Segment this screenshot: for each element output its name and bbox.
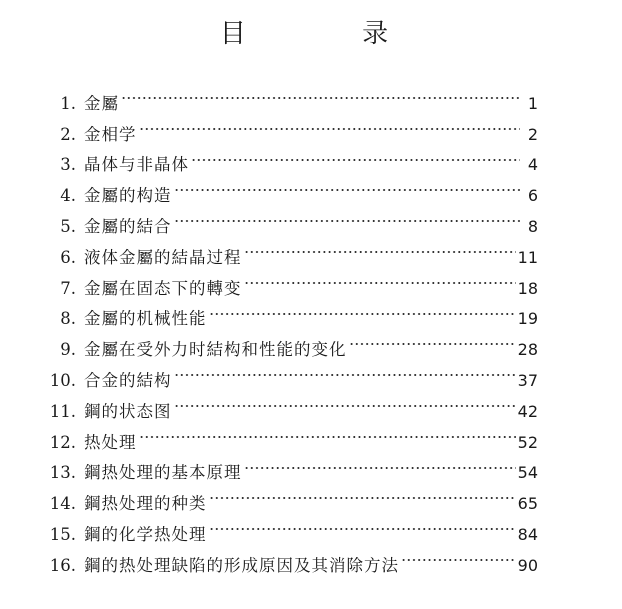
toc-entry-page: 19 (517, 309, 538, 329)
toc-entry-page: 6 (527, 186, 538, 206)
toc-entry-title: 金屬的机械性能 (84, 309, 207, 329)
toc-entry-title: 热处理 (84, 432, 137, 452)
toc-entry-number: 1. (60, 93, 76, 113)
toc-entry-page: 18 (517, 278, 538, 298)
toc-entry-title: 鋼的热处理缺陷的形成原因及其消除方法 (84, 555, 399, 575)
toc-entry-page: 54 (517, 463, 538, 483)
toc-entry-title: 金屬 (84, 93, 119, 113)
toc-entry-title: 金相学 (84, 124, 137, 144)
dot-leader (209, 478, 516, 509)
toc-entry-title: 鋼热处理的基本原理 (84, 463, 242, 483)
toc-entry-title: 鋼的状态图 (84, 401, 172, 421)
toc-entry-number: 3. (60, 155, 76, 175)
toc-entry-title: 晶体与非晶体 (84, 155, 189, 175)
dot-leader (244, 263, 516, 294)
dot-leader (349, 324, 516, 355)
toc-entry-number: 5. (60, 216, 76, 236)
toc-entry-title: 液体金屬的結晶过程 (84, 247, 242, 267)
toc-entry-number: 15. (49, 524, 76, 544)
toc-entry-title: 鋼热处理的种类 (84, 494, 207, 514)
toc-entry-page: 4 (527, 155, 538, 175)
toc-entry-page: 1 (527, 93, 538, 113)
toc-entry-number: 16. (49, 555, 76, 575)
dot-leader (244, 448, 516, 479)
toc-entry-title: 金屬的构造 (84, 186, 172, 206)
toc-entry-title: 金屬在固态下的轉变 (84, 278, 242, 298)
toc-entry-page: 28 (517, 340, 538, 360)
toc-entry-title: 鋼的化学热处理 (84, 524, 207, 544)
toc-entry-title: 金屬的結合 (84, 216, 172, 236)
dot-leader (209, 509, 516, 540)
toc-entry-number: 13. (49, 463, 76, 483)
dot-leader (209, 294, 516, 325)
toc-entry-page: 90 (517, 555, 538, 575)
toc-entry-page: 65 (517, 494, 538, 514)
toc-entry-1 (26, 78, 538, 113)
toc-entry-page: 8 (527, 216, 538, 236)
dot-leader (191, 140, 520, 171)
toc-entry-number: 2. (60, 124, 76, 144)
toc-entry-number: 14. (49, 494, 76, 514)
toc-entry-number: 6. (60, 247, 76, 267)
dot-leader (139, 109, 521, 140)
dot-leader (174, 201, 521, 232)
page-title: 目 录 (219, 19, 443, 49)
dot-leader (174, 170, 521, 201)
toc-entry-number: 4. (60, 186, 76, 206)
toc-entry-page: 11 (517, 247, 538, 267)
toc-entry-number: 9. (60, 340, 76, 360)
toc-entry-page: 42 (517, 401, 538, 421)
toc-entry-page: 2 (527, 124, 538, 144)
toc-entry-number: 7. (60, 278, 76, 298)
toc-entry-number: 12. (49, 432, 76, 452)
dot-leader (174, 355, 516, 386)
toc-entry-number: 10. (49, 370, 76, 390)
toc-entry-number: 8. (60, 309, 76, 329)
toc-entry-page: 84 (517, 524, 538, 544)
toc-entry-page: 37 (517, 370, 538, 390)
toc-entry-number: 11. (49, 401, 76, 421)
dot-leader (174, 386, 516, 417)
toc-entry-title: 合金的結构 (84, 370, 172, 390)
table-of-contents (26, 78, 538, 575)
dot-leader (121, 78, 520, 109)
dot-leader (139, 417, 516, 448)
dot-leader (244, 232, 516, 263)
toc-entry-page: 52 (517, 432, 538, 452)
dot-leader (401, 540, 516, 571)
toc-entry-title: 金屬在受外力时結构和性能的变化 (84, 340, 347, 360)
